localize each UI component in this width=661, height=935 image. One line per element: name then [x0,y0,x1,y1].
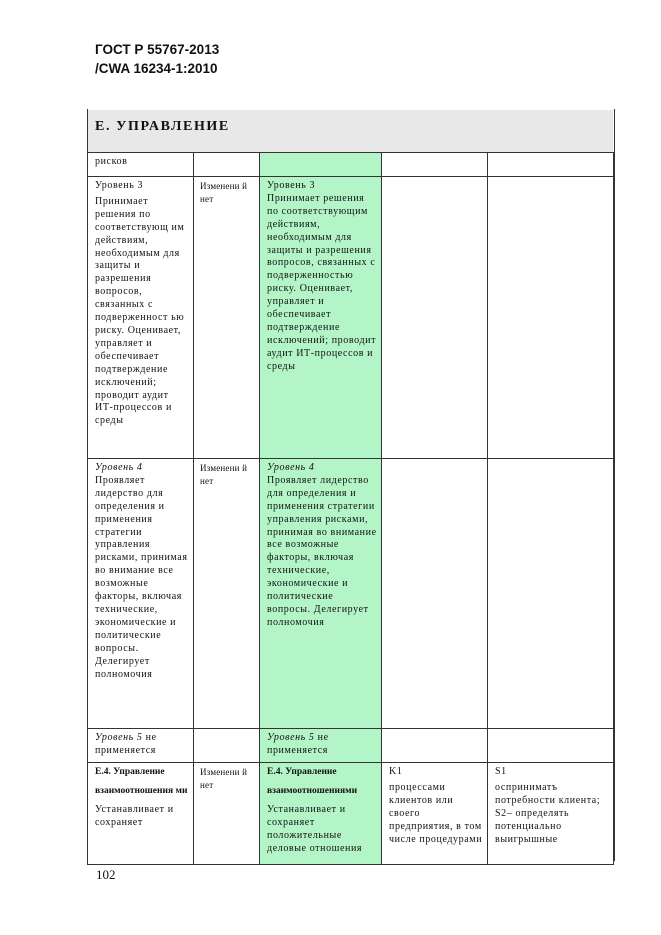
cell-original-text [88,729,194,763]
level-3-title: Уровень 3 [267,180,316,191]
level-5-note: не применяется [95,732,157,756]
cell-original-text [88,763,194,865]
cell-knowledge [382,729,488,763]
cell-knowledge [382,153,488,177]
table-row [88,729,614,763]
no-changes-note: Изменени й нет [200,767,248,790]
cell-skills [488,177,614,459]
no-changes-note: Изменени й нет [200,463,248,486]
cell-original-text [88,153,194,177]
page-number: 102 [96,867,116,882]
level-3-description: Принимает решения по соответствующим действиям, необходимым для защиты и разрешения вопросов, связанных с подверженностью риску. Оценивает, управляет и обеспечивает подтверждение исключений; проводит аудит ИТ-процессов и среды [267,192,377,372]
no-changes-note: Изменени й нет [200,181,248,204]
knowledge-code: K1 [389,766,403,777]
knowledge-description: процессами клиентов или своего предприятия, в том числе процедурами [389,781,483,845]
skill-description-2: S2– определять потенциально выигрышные [495,807,570,845]
table-row [88,459,614,729]
cell-change-note [194,177,260,459]
cell-change-note [194,729,260,763]
level-3-title: Уровень 3 [95,180,144,191]
cell-change-note [194,459,260,729]
cell-knowledge [382,763,488,865]
cell-change-note [194,763,260,865]
skill-code: S1 [495,766,507,777]
cell-adopted-text [260,763,382,865]
table-row [88,177,614,459]
cell-original-text [88,177,194,459]
cell-skills [488,459,614,729]
cell-knowledge [382,177,488,459]
cell-adopted-text [260,153,382,177]
level-4-title: Уровень 4 [267,462,315,473]
competence-title: Е.4. Управление взаимоотношениями [267,767,358,796]
document-header [95,40,219,78]
cell-skills [488,729,614,763]
competence-description: Устанавливает и сохраняет положительные деловые отношения [267,804,363,854]
skill-description-1: осприниматъ потребности клиента; [495,781,601,806]
level-4-title: Уровень 4 [95,462,143,473]
competence-description: Устанавливает и сохраняет [95,804,174,828]
competence-table [87,152,614,865]
cell-adopted-text [260,459,382,729]
cell-adopted-text [260,729,382,763]
level-5-title: Уровень 5 [95,732,143,743]
level-5-note: не применяется [267,732,329,756]
level-4-description: Проявляет лидерство для определения и применения стратегии управления рисками, принимая во внимание все возможные факторы, включая технические, экономические и политические вопросы. Делегирует полномочия [95,474,188,680]
cell-change-note [194,153,260,177]
section-title: Е. УПРАВЛЕНИЕ [95,119,230,134]
cell-original-text [88,459,194,729]
standard-number: ГОСТ Р 55767-2013 [95,42,220,57]
standard-equivalent: /CWA 16234-1:2010 [95,61,218,76]
cell-skills [488,763,614,865]
table-row [88,763,614,865]
cell-knowledge [382,459,488,729]
cell-adopted-text [260,177,382,459]
level-3-description: Принимает решения по соответствующ им действиям, необходимым для защиты и разрешения вопросов, связанных с подверженност ью риску. Оценивает, управляет и обеспечивает подтверждение исключений; проводит аудит ИТ-процессов и среды [95,195,185,427]
competence-title: Е.4. Управление взаимоотношения ми [95,767,188,796]
level-4-description: Проявляет лидерство для определения и применения стратегии управления рисками, принимая во внимание все возможные факторы, включая технические, экономические и политические вопросы. Делегирует полномочия [267,474,377,628]
table-row [88,153,614,177]
level-5-title: Уровень 5 [267,732,315,743]
cell-text: рисков [95,156,128,167]
cell-skills [488,153,614,177]
